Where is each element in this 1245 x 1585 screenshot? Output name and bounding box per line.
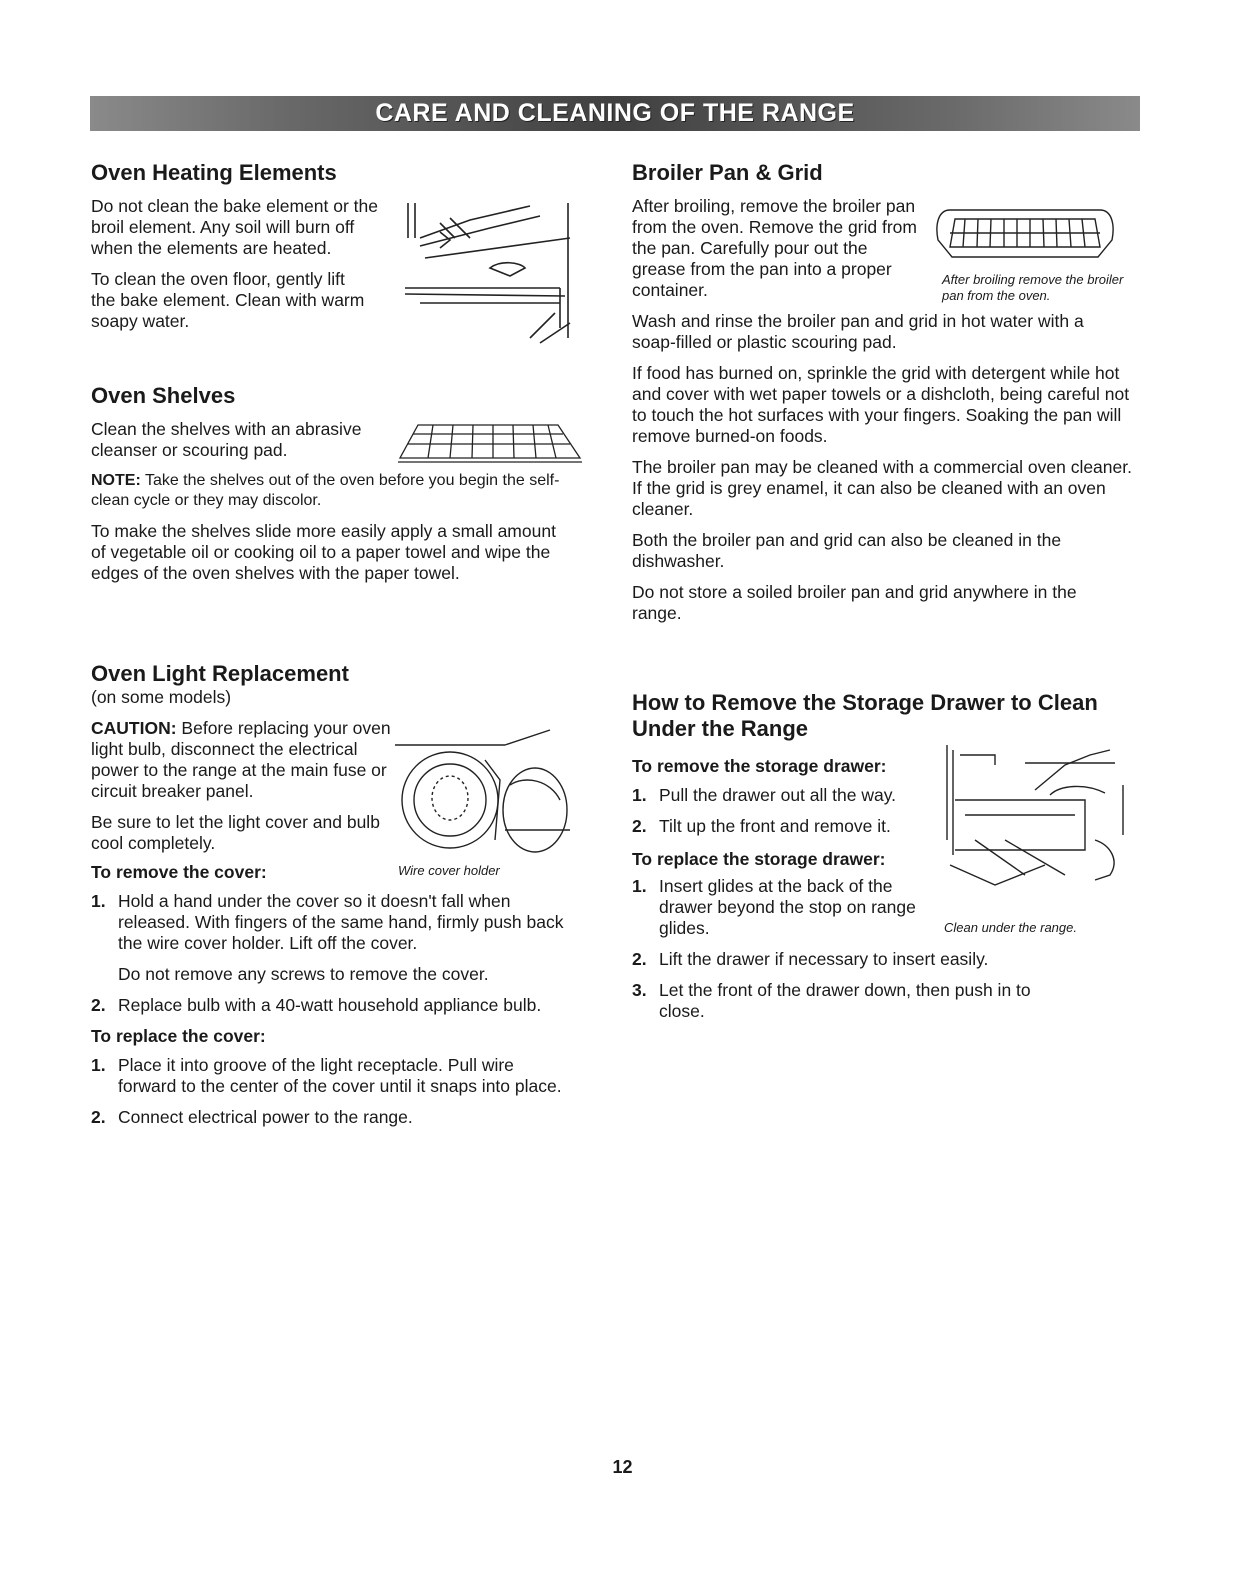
oven-light-heading: Oven Light Replacement — [91, 661, 349, 686]
oven-heating-p1: Do not clean the bake element or the broil element. Any soil will burn off when the elements are heated. — [91, 196, 378, 258]
broiler-caption: After broiling remove the broiler pan from the oven. — [942, 272, 1124, 303]
replace-cover-steps — [91, 1055, 571, 1128]
oven-light-subheading: (on some models) — [91, 687, 232, 707]
broiler-pan-illustration — [930, 205, 1120, 265]
storage-drawer-illustration — [935, 745, 1135, 895]
drawer-heading: How to Remove the Storage Drawer to Clean Under the Range — [632, 690, 1098, 741]
list-item: 1. Place it into groove of the light receptacle. Pull wire forward to the center of the cover until it snaps into place. — [91, 1055, 562, 1096]
list-item: 2. Connect electrical power to the range. — [91, 1107, 413, 1127]
section-title: CARE AND CLEANING OF THE RANGE — [375, 99, 855, 127]
oven-heating-section — [91, 160, 391, 342]
replace-drawer-steps — [632, 876, 1132, 1022]
oven-element-illustration — [380, 198, 580, 348]
list-item: 2. Replace bulb with a 40-watt household appliance bulb. — [91, 995, 542, 1015]
oven-shelf-illustration — [398, 420, 583, 465]
broiler-p4: The broiler pan may be cleaned with a commercial oven cleaner. If the grid is grey enamel, it can also be cleaned with an oven cleaner. — [632, 457, 1132, 519]
replace-cover-heading: To replace the cover: — [91, 1026, 266, 1046]
remove-drawer-heading: To remove the storage drawer: — [632, 756, 887, 776]
list-item: 1. Hold a hand under the cover so it doesn't fall when released. With fingers of the same hand, firmly push back the wire cover holder. Lift off the cover. Do not remove any screws to remove the cover. — [91, 891, 564, 984]
section-banner — [90, 96, 1140, 131]
list-item: 1. Pull the drawer out all the way. — [632, 785, 897, 805]
oven-heating-heading: Oven Heating Elements — [91, 160, 337, 185]
oven-light-caption: Wire cover holder — [398, 863, 500, 878]
oven-shelves-heading: Oven Shelves — [91, 383, 236, 408]
oven-heating-p2: To clean the oven floor, gently lift the bake element. Clean with warm soapy water. — [91, 269, 365, 331]
oven-light-illustration — [385, 700, 585, 860]
caution-text: Before replacing your oven light bulb, disconnect the electrical power to the range at the main fuse or circuit breaker panel. — [91, 718, 391, 801]
broiler-p1: After broiling, remove the broiler pan from the oven. Remove the grid from the pan. Carefully pour out the grease from the pan into a proper container. — [632, 196, 917, 300]
oven-shelves-section — [91, 383, 571, 594]
note-text: Take the shelves out of the oven before you begin the self-clean cycle or they may discolor. — [91, 472, 560, 509]
remove-cover-heading: To remove the cover: — [91, 862, 267, 882]
drawer-caption: Clean under the range. — [944, 920, 1077, 935]
page-number: 12 — [612, 1457, 633, 1477]
oven-light-cool: Be sure to let the light cover and bulb cool completely. — [91, 812, 380, 853]
replace-drawer-heading: To replace the storage drawer: — [632, 849, 886, 869]
list-item: 2. Tilt up the front and remove it. — [632, 816, 891, 836]
oven-shelves-p2: To make the shelves slide more easily apply a small amount of vegetable oil or cooking oil to a paper towel and wipe the edges of the oven shelves with the paper towel. — [91, 521, 556, 583]
broiler-p2: Wash and rinse the broiler pan and grid in hot water with a soap-filled or plastic scouring pad. — [632, 311, 1084, 352]
remove-cover-steps — [91, 891, 571, 1016]
list-item: 1. Insert glides at the back of the drawer beyond the stop on range glides. — [632, 876, 916, 938]
broiler-p5: Both the broiler pan and grid can also be cleaned in the dishwasher. — [632, 530, 1062, 571]
broiler-p6: Do not store a soiled broiler pan and grid anywhere in the range. — [632, 582, 1077, 623]
list-item: 2. Lift the drawer if necessary to insert easily. — [632, 949, 989, 969]
oven-light-caution — [91, 718, 391, 802]
oven-shelves-note — [91, 471, 571, 511]
broiler-heading: Broiler Pan & Grid — [632, 160, 823, 185]
oven-shelves-p1: Clean the shelves with an abrasive cleanser or scouring pad. — [91, 419, 362, 460]
broiler-p3: If food has burned on, sprinkle the grid with detergent while hot and cover with wet paper towels or a dishcloth, being careful not to touch the hot surfaces with your fingers. Soaking the pan will remove burned-on foods. — [632, 363, 1130, 446]
list-item: 3. Let the front of the drawer down, then push in to close. — [632, 980, 1031, 1021]
note-label: NOTE: — [91, 472, 141, 489]
caution-label: CAUTION: — [91, 718, 177, 738]
